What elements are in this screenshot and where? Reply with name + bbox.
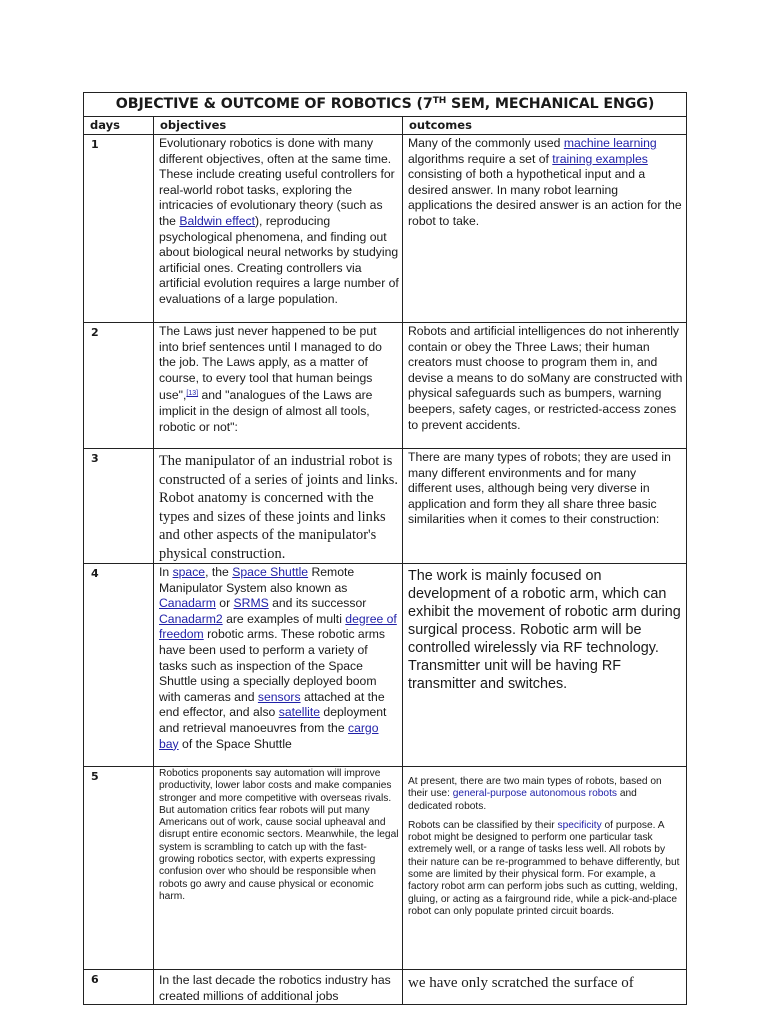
day-cell: 6 xyxy=(84,970,154,1005)
sensors-link[interactable]: sensors xyxy=(257,689,301,704)
space-shuttle-link[interactable]: Space Shuttle xyxy=(232,565,309,579)
objective-cell: In space, the Space Shuttle Remote Manipulator System also known as Canadarm or SRMS and its successor Canadarm2 are examples of multi degree of freedom robotic arms. These robotic arms have been used to perform a variety of tasks such as inspection of the Space Shuttle using a specially deployed boom with cameras and sensors attached at the end effector, and also satellite deployment and retrieval manoeuvres from the cargo bay of the Space Shuttle xyxy=(154,564,403,767)
title-text-end: SEM, MECHANICAL ENGG) xyxy=(446,96,655,112)
objective-cell: In the last decade the robotics industry has created millions of additional jobs xyxy=(154,970,403,1005)
objective-cell: Evolutionary robotics is done with many different objectives, often at the same time. These include creating useful controllers for real-world robot tasks, exploring the intricacies of evolutionary theory (such as the Baldwin effect), reproducing psychological phenomena, and finding out about biological neural networks by studying artificial ones. Creating controllers via artificial evolution requires a large number of evaluations of a large population. xyxy=(154,135,403,323)
title-text: OBJECTIVE & OUTCOME OF ROBOTICS (7 xyxy=(115,96,433,112)
outcome-paragraph: Robots can be classified by their specificity of purpose. A robot might be designed to perform one particular task extremely well, or a range of tasks less well. All robots by their nature can be re-programmed to behave differently, but some are limited by their physical form. For example, a factory robot arm can perform jobs such as cutting, welding, gluing, or acting as a fairground ride, while a pick-and-place robot can only populate printed circuit boards. xyxy=(408,819,680,917)
table-row xyxy=(84,323,687,449)
training-examples-link[interactable]: training examples xyxy=(552,151,648,166)
day-cell: 5 xyxy=(84,767,154,970)
outcome-cell: The work is mainly focused on development of a robotic arm, which can exhibit the movement of robotic arm during surgical process. Robotic arm will be controlled wirelessly via RF technology. Transmitter unit will be having RF transmitter and switches. xyxy=(403,564,687,767)
machine-learning-link[interactable]: machine learning xyxy=(563,136,657,150)
general-purpose-robots-link[interactable]: general-purpose autonomous robots xyxy=(452,788,617,800)
outcome-cell: Robots and artificial intelligences do not inherently contain or obey the Three Laws; their human creators must choose to program them in, and devise a means to do soMany are constructed with physical safeguards such as bumpers, warning beepers, safety cages, or restricted-access zones to prevent accidents. xyxy=(403,323,687,449)
table-row xyxy=(84,970,687,1005)
header-row xyxy=(84,117,687,135)
canadarm-link[interactable]: Canadarm xyxy=(159,596,216,611)
table-row xyxy=(84,564,687,767)
table-row xyxy=(84,135,687,323)
outcome-cell: Many of the commonly used machine learning algorithms require a set of training examples consisting of both a hypothetical input and a desired answer. In many robot learning applications the desired answer is an action for the robot to take. xyxy=(403,135,687,323)
table-row xyxy=(84,767,687,970)
cargo-bay-link[interactable]: cargo bay xyxy=(159,720,379,751)
day-cell: 4 xyxy=(84,564,154,767)
space-link[interactable]: space xyxy=(172,565,206,579)
robotics-table xyxy=(83,92,687,1005)
outcome-paragraph: At present, there are two main types of robots, based on their use: general-purpose autonomous robots and dedicated robots. xyxy=(408,776,662,812)
baldwin-effect-link[interactable]: Baldwin effect xyxy=(179,213,255,228)
day-cell: 1 xyxy=(84,135,154,323)
outcome-cell: There are many types of robots; they are used in many different environments and for many different uses, although being very diverse in application and form they all share three basic similarities when it comes to their construction: xyxy=(403,449,687,564)
canadarm2-link[interactable]: Canadarm2 xyxy=(159,611,223,626)
outcome-cell: we have only scratched the surface of xyxy=(403,970,687,1005)
satellite-link[interactable]: satellite xyxy=(278,705,321,720)
objective-cell: The Laws just never happened to be put into brief sentences until I managed to do the job. The Laws apply, as a matter of course, to every tool that human beings use",[13] and "analogues of the Laws are implicit in the design of almost all tools, robotic or not": xyxy=(154,323,403,449)
table-title xyxy=(84,93,687,117)
day-cell: 3 xyxy=(84,449,154,564)
header-days: days xyxy=(84,117,154,135)
header-outcomes: outcomes xyxy=(403,117,687,135)
srms-link[interactable]: SRMS xyxy=(233,596,269,611)
table-row xyxy=(84,449,687,564)
day-cell: 2 xyxy=(84,323,154,449)
outcome-cell xyxy=(403,767,687,970)
objective-cell: The manipulator of an industrial robot is constructed of a series of joints and links. Robot anatomy is concerned with the types and sizes of these joints and links and other aspects of the manipulator's physical construction. xyxy=(154,449,403,564)
degree-of-freedom-link[interactable]: degree of freedom xyxy=(159,611,397,642)
objective-cell: Robotics proponents say automation will improve productivity, lower labor costs and make companies stronger and more competitive with overseas rivals. But automation critics fear robots will put many Americans out of work, cause social upheaval and disrupt entire economic sectors. Meanwhile, the legal system is scrambling to catch up with the fast-growing robotics sector, with experts expressing confusion over who should be responsible when robots go awry and cause physical or economic harm. xyxy=(154,767,403,970)
specificity-link[interactable]: specificity xyxy=(557,819,602,831)
title-superscript: TH xyxy=(432,96,447,106)
header-objectives: objectives xyxy=(154,117,403,135)
reference-link[interactable]: [13] xyxy=(186,390,199,398)
